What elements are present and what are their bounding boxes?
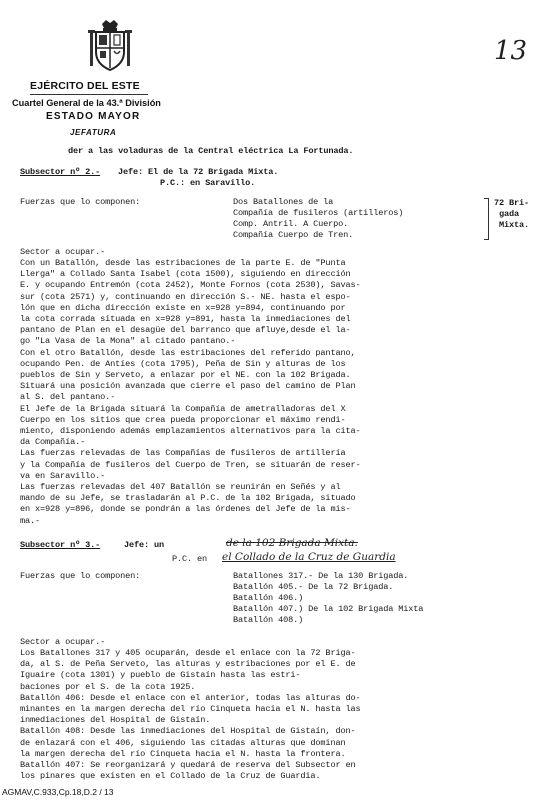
paragraph-1-line: mando de su Jefe, se trasladarán al P.C. de la 102 Brigada, situado: [20, 493, 356, 504]
paragraph-2-line: Batallón 407: Se reorganizará y quedará de reserva del Subsector en: [20, 760, 356, 771]
subsector-2-fuerzas-3: Comp. Antril. A Cuerpo.: [233, 219, 349, 229]
paragraph-2-line: Batallón 406: Desde el enlace con el anterior, todas las alturas do-: [20, 692, 361, 703]
subsector-3-pc-handwritten: el Collado de la Cruz de Guardia: [222, 551, 396, 563]
paragraph-2-line: Iguaire (cota 1301) y pueblo de Gistaín hasta las estri-: [20, 670, 301, 681]
header-underline: [30, 94, 148, 95]
paragraph-1-line: miento, disponiendo además emplazamientos alternativos para la cita-: [20, 426, 361, 437]
paragraph-1-line: Las fuerzas relevadas del 407 Batallón se reunirán en Señés y al: [20, 482, 341, 493]
paragraph-2: [20, 648, 360, 782]
subsector-3-fuerzas-2: Batallón 405.- De la 72 Brigada.: [233, 582, 394, 592]
subsector-2-pc: P.C.: en Saravillo.: [160, 178, 256, 188]
paragraph-1-line: sur (cota 2571) y, continuando en dirección S.- NE. hasta el espo-: [20, 291, 351, 302]
paragraph-1-line: ma.-: [20, 515, 41, 526]
subsector-3-fuerzas-3: Batallón 406.): [233, 593, 304, 603]
paragraph-1-line: El Jefe de la Brigada situará la Compañía de ametralladoras del X: [20, 403, 346, 414]
paragraph-1-line: y la Compañía de fusileros del Cuerpo de Tren, se situarán de reser-: [20, 459, 361, 470]
subsector-2-bracket-1: 72 Bri-: [494, 198, 530, 208]
coat-of-arms-icon: [86, 18, 134, 74]
paragraph-2-line: inmediaciones del Hospital de Gistaín.: [20, 715, 211, 726]
paragraph-1-line: go "La Vasa de la Mona" al citado pantano.-: [20, 336, 236, 347]
archive-reference: AGMAV,C.933,Cp.18,D.2 / 13: [2, 787, 114, 797]
paragraph-1-line: pantano de Plan en el desagüe del barranco que afluye,desde el la-: [20, 325, 351, 336]
subsector-3-jefe-label: Jefe: un: [124, 540, 165, 550]
subsector-3-fuerzas-5: Batallón 408.): [233, 615, 304, 625]
paragraph-1-line: lón que en dicha dirección existe en x=928 y=894, continuando por: [20, 302, 346, 313]
paragraph-1-line: Con un Batallón, desde las estribaciones de la parte E. de "Punta: [20, 258, 346, 268]
subsector-2-fuerzas-4: Compañía Cuerpo de Tren.: [233, 230, 354, 240]
sector-heading-2: Sector a ocupar.-: [20, 637, 106, 647]
paragraph-2-line: la margen derecha del río Cinqueta hacia el N. hasta la frontera.: [20, 748, 346, 759]
paragraph-1-line: Situará una posición avanzada que cierre el paso del camino de Plan: [20, 381, 356, 392]
subsector-3-fuerzas-label: Fuerzas que lo componen:: [20, 571, 141, 581]
paragraph-1-line: la cota corrada situada en x=928 y=891, hasta la inmediaciones del: [20, 314, 351, 325]
paragraph-1-line: en x=928 y=896, donde se pondrán a las órdenes del Jefe de la mis-: [20, 504, 351, 515]
subsector-2-bracket-mark: [484, 198, 489, 240]
paragraph-1-line: va en Saravillo.-: [20, 470, 106, 481]
sector-heading-1: Sector a ocupar.-: [20, 247, 106, 257]
subsector-2-fuerzas-2: Compañía de fusileros (artilleros): [233, 208, 404, 218]
paragraph-1-line: ocupando Pen. de Antíes (cota 1795), Peña de Sin y alturas de los: [20, 358, 346, 369]
subsector-2-jefe: Jefe: El de la 72 Brigada Mixta.: [118, 167, 279, 177]
subsector-2-label: Subsector nº 2.-: [20, 167, 101, 177]
header-army: EJÉRCITO DEL ESTE: [30, 80, 140, 92]
paragraph-2-line: da, al S. de Peña Serveto, las alturas y estribaciones por el E. de: [20, 659, 356, 670]
page-number: 13: [494, 36, 528, 66]
subsector-2-fuerzas-1: Dos Batallones de la: [233, 197, 334, 207]
paragraph-1-line: al S. del pantano.-: [20, 392, 116, 403]
paragraph-1-line: da Compañía.-: [20, 437, 86, 448]
paragraph-1-line: pueblos de Sin y Serveto, a enlazar por el NE. con la 102 Brigada.: [20, 370, 351, 381]
paragraph-2-line: Los Batallones 317 y 405 ocuparán, desde el enlace con la 72 Briga-: [20, 648, 356, 658]
subsector-2-bracket-2: gada: [499, 209, 520, 219]
paragraph-2-line: minantes en la margen derecha del río Cinqueta hacia el N. hasta las: [20, 704, 361, 715]
subsector-3-jefe-struck: de la 102 Brigada Mixta.: [226, 537, 358, 549]
paragraph-1-line: Con el otro Batallón, desde las estribaciones del referido pantano,: [20, 347, 356, 358]
subsector-3-label: Subsector nº 3.-: [20, 540, 101, 550]
paragraph-2-line: los pinares que existen en el Collado de la Cruz de Guardia.: [20, 771, 321, 782]
paragraph-1: [20, 258, 360, 527]
intro-line: der a las voladuras de la Central eléctrica La Fortunada.: [68, 146, 354, 156]
paragraph-2-line: baciones por el S. de la cota 1925.: [20, 681, 196, 692]
paragraph-1-line: Llerga" a Collado Santa Isabel (cota 1500), siguiendo en dirección: [20, 269, 351, 280]
subsector-3-pc-label: P.C. en: [172, 554, 208, 564]
subsector-3-fuerzas-1: Batallones 317.- De la 130 Brigada.: [233, 571, 409, 581]
header-estado-mayor: ESTADO MAYOR: [46, 111, 141, 122]
header-division: Cuartel General de la 43.ª División: [12, 98, 161, 108]
subsector-2-fuerzas-label: Fuerzas que lo componen:: [20, 197, 141, 207]
subsector-2-bracket-3: Mixta.: [499, 220, 530, 230]
paragraph-1-line: E. y ocupando Entremón (cota 2452), Monte Fornos (cota 2530), Savas-: [20, 280, 361, 291]
subsector-3-fuerzas-4: Batallón 407.) De la 102 Brigada Mixta: [233, 604, 424, 614]
paragraph-1-line: Las fuerzas relevadas de las Compañías de fusileros de artillería: [20, 448, 346, 459]
paragraph-1-line: Cuerpo en los sitios que crea pueda proporcionar el máximo rendi-: [20, 414, 346, 425]
paragraph-2-line: de enlazará con el 406, siguiendo las citadas alturas que dominan: [20, 737, 346, 748]
paragraph-2-line: Batallón 408: Desde las inmediaciones del Hospital de Gistaín, don-: [20, 726, 356, 737]
header-jefatura: JEFATURA: [70, 128, 117, 137]
